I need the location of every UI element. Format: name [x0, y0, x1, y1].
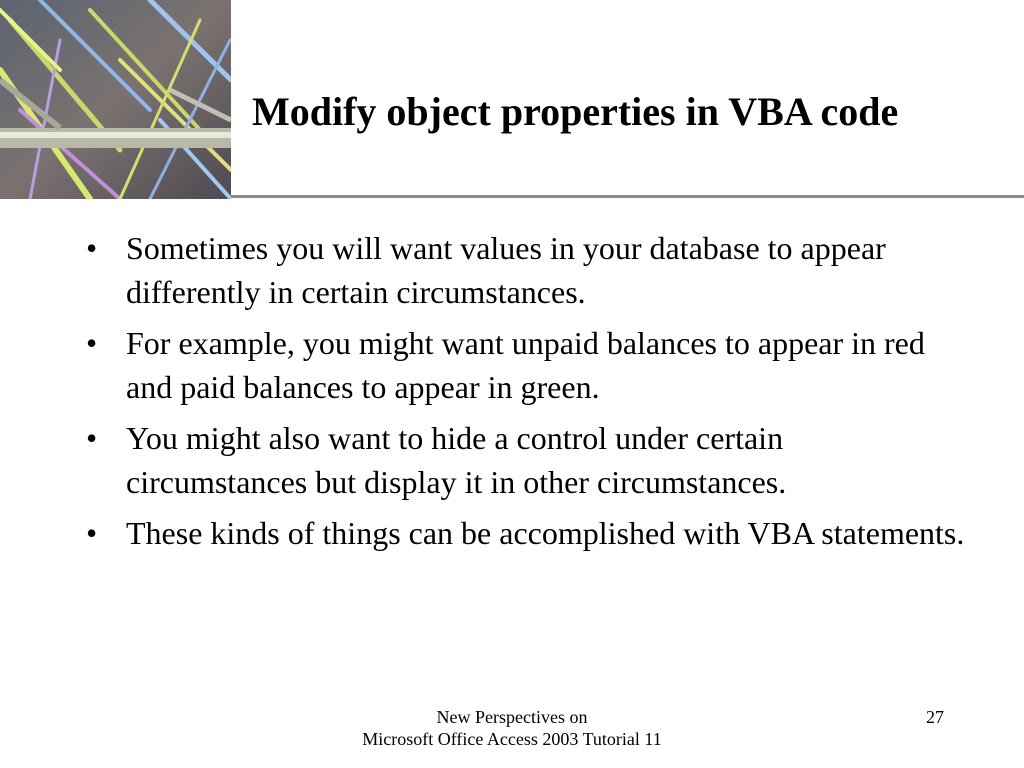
abstract-streaks-image — [0, 0, 231, 199]
bullet-text: Sometimes you will want values in your database to appear differently in certain circumstances. — [126, 230, 886, 310]
footer-line-2: Microsoft Office Access 2003 Tutorial 11 — [362, 729, 662, 749]
bullet-list — [86, 226, 966, 562]
bullet-item — [86, 321, 966, 409]
bullet-item — [86, 416, 966, 504]
bullet-icon: • — [86, 420, 98, 456]
footer-caption — [312, 706, 712, 750]
footer-line-1: New Perspectives on — [436, 707, 588, 727]
slide-title: Modify object properties in VBA code — [252, 89, 899, 134]
header-decorative-image — [0, 0, 231, 199]
bullet-item — [86, 511, 966, 555]
bullet-text: You might also want to hide a control under certain circumstances but display it in other circumstances. — [126, 420, 787, 500]
bullet-item — [86, 226, 966, 314]
bullet-icon: • — [86, 325, 98, 361]
bullet-text: These kinds of things can be accomplished with VBA statements. — [126, 515, 965, 551]
bullet-text: For example, you might want unpaid balances to appear in red and paid balances to appear in green. — [126, 325, 925, 405]
title-divider — [231, 195, 1024, 198]
page-number: 27 — [926, 707, 944, 727]
bullet-icon: • — [86, 230, 98, 266]
bullet-icon: • — [86, 515, 98, 551]
